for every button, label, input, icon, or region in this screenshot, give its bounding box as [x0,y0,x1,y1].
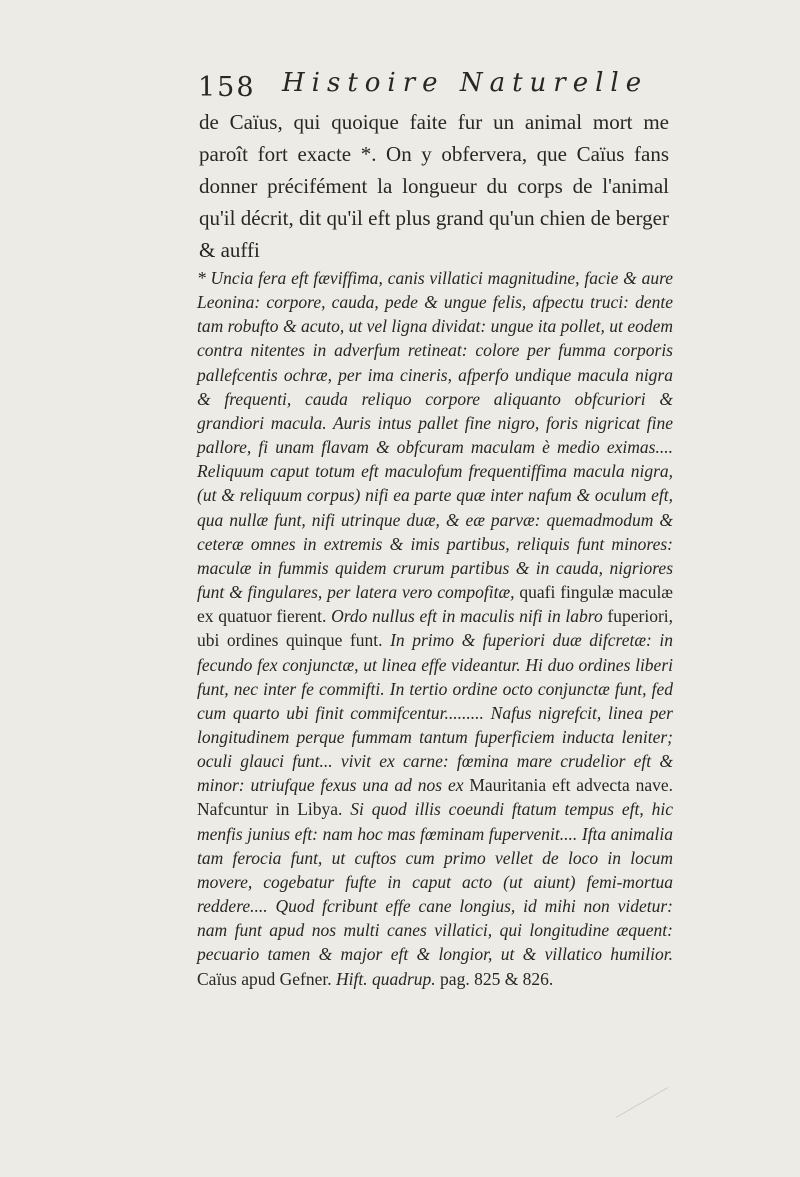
footnote [197,266,673,991]
footnote-segment-10: pag. 825 & 826. [440,968,554,989]
footnote-segment-8: Caïus apud Gefner. [197,968,332,989]
footnote-segment-4: fuperiori, ubi ordines quinque funt. [197,606,674,651]
page-number: 158 [198,72,256,103]
footnote-segment-2: quafi fingulæ maculæ ex quatuor fierent. [197,582,673,627]
running-title: Histoire Naturelle [282,68,649,98]
running-header [198,62,678,102]
footnote-segment-3: Ordo nullus eft in maculis nifi in labro [331,606,603,627]
footnote-segment-9: Hift. quadrup. [336,968,436,989]
paper-scratch-mark [616,1087,668,1118]
footnote-paragraph [197,266,673,991]
footnote-segment-5: In primo & fuperiori duæ difcretæ: in fecundo fex conjunctæ, ut linea effe videantur. Hi duo ordines liberi funt, nec inter fe commifti. In tertio ordine octo conjunctæ funt, fed cum quarto ubi finit commifcentur......... Nafus nigrefcit, linea per longitudinem perque fummam tantum fuperficiem inducta leniter; oculi glauci funt... vivit ex carne: fœmina mare crudelior eft & minor: utriufque fexus una ad nos ex [197,630,673,796]
footnote-segment-7: Si quod illis coeundi ftatum tempus eft, hic menfis junius eft: nam hoc mas fœminam fupervenit.... Ifta animalia tam ferocia funt, ut cuftos cum primo vellet de loco in locum movere, cogebatur fufte in caput acto (ut aiunt) femi-mortua reddere.... Quod fcribunt effe cane longius, id mihi non videtur: nam funt apud nos multi canes villatici, qui longitudine æquent: pecuario tamen & major eft & longior, ut & villatico humilior. [197,799,673,965]
main-text [199,106,669,266]
main-paragraph: de Caïus, qui quoique faite fur un animal mort me paroît fort exacte *. On y obfervera, que Caïus fans donner précifément la longueur du corps de l'animal qu'il décrit, dit qu'il eft plus grand qu'un chien de berger & auffi [199,110,669,262]
footnote-segment-1: * Uncia fera eft fæviffima, canis villatici magnitudine, facie & aure Leonina: corpore, cauda, pede & ungue felis, afpectu truci: dente tam robufto & acuto, ut vel ligna dividat: ungue ita pollet, ut eodem contra nitentes in adverfum retineat: colore per fumma corporis pallefcentis ochræ, per ima cineris, afperfo undique macula nigra & frequenti, cauda reliquo corpore aliquanto obfcuriori & grandiori macula. Auris intus pallet fine nigro, foris nigricat fine pallore, fi unam flavam & obfcuram maculam è medio eximas.... Reliquum caput totum eft maculofum frequentiffima macula nigra, (ut & reliquum corpus) nifi ea parte quæ inter nafum & oculum eft, qua nullæ funt, nifi utrinque duæ, & eæ parvæ: quemadmodum & ceteræ omnes in extremis & imis partibus, reliquis funt minores: maculæ in fummis quidem crurum partibus & in cauda, nigriores funt & fingulares, per latera vero compofitæ, [197,268,673,603]
footnote-segment-6: Mauritania eft advecta nave. Nafcuntur in Libya. [197,775,674,820]
